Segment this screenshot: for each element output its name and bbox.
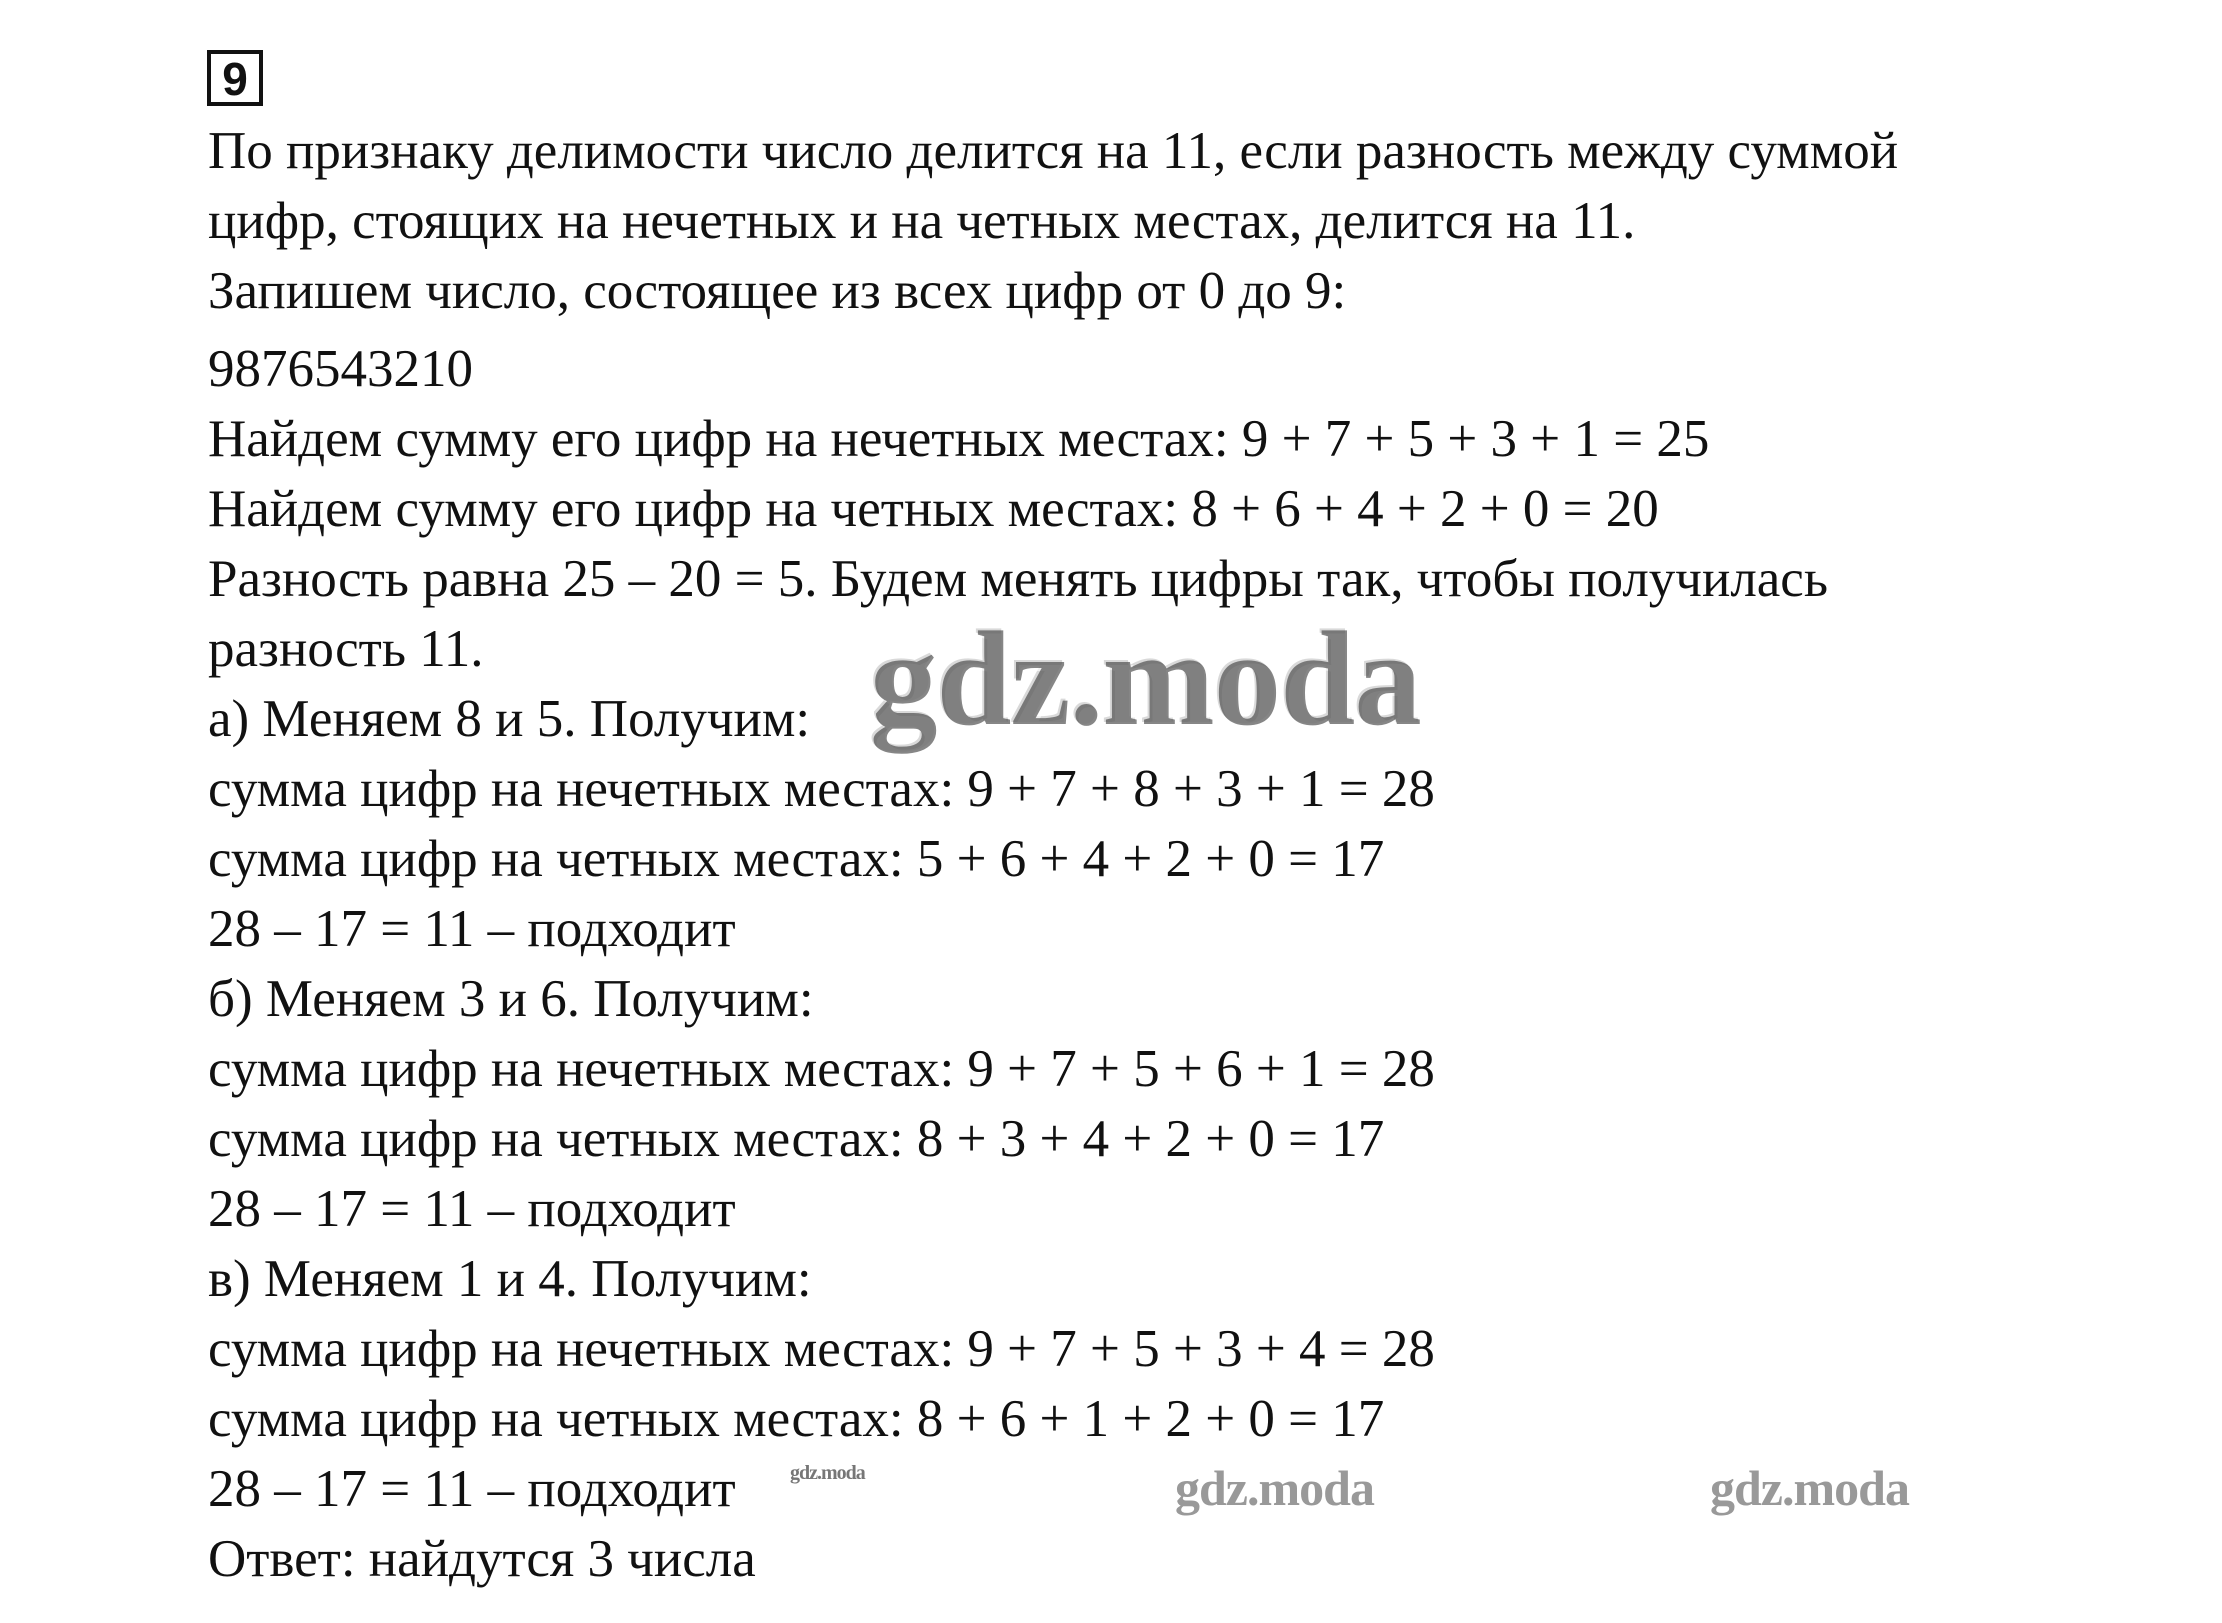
text-line: По признаку делимости число делится на 11, если разность между суммой <box>208 122 1899 180</box>
answer-line: Ответ: найдутся 3 числа <box>208 1530 756 1588</box>
text-line: Запишем число, состоящее из всех цифр от 0 до 9: <box>208 262 1347 320</box>
watermark-large: gdz.moda <box>870 605 1421 754</box>
watermark-tiny: gdz.moda <box>790 1462 865 1484</box>
watermark-bottom-center: gdz.moda <box>1175 1460 1374 1516</box>
text-line: 28 – 17 = 11 – подходит <box>208 900 736 958</box>
text-line: цифр, стоящих на нечетных и на четных местах, делится на 11. <box>208 192 1636 250</box>
text-line: сумма цифр на четных местах: 8 + 3 + 4 + 2 + 0 = 17 <box>208 1110 1385 1168</box>
text-line: 28 – 17 = 11 – подходит <box>208 1460 736 1518</box>
solution-text <box>208 116 2198 1594</box>
text-line: сумма цифр на нечетных местах: 9 + 7 + 5 + 6 + 1 = 28 <box>208 1040 1435 1098</box>
case-c-heading: в) Меняем 1 и 4. Получим: <box>208 1250 812 1308</box>
text-line: сумма цифр на четных местах: 8 + 6 + 1 + 2 + 0 = 17 <box>208 1390 1385 1448</box>
text-line: Найдем сумму его цифр на четных местах: 8 + 6 + 4 + 2 + 0 = 20 <box>208 480 1659 538</box>
case-a-heading: а) Меняем 8 и 5. Получим: <box>208 690 811 748</box>
text-line: 28 – 17 = 11 – подходит <box>208 1180 736 1238</box>
text-line: сумма цифр на нечетных местах: 9 + 7 + 8 + 3 + 1 = 28 <box>208 760 1435 818</box>
text-line: Найдем сумму его цифр на нечетных местах: 9 + 7 + 5 + 3 + 1 = 25 <box>208 410 1710 468</box>
case-b-heading: б) Меняем 3 и 6. Получим: <box>208 970 814 1028</box>
text-line: Разность равна 25 – 20 = 5. Будем менять цифры так, чтобы получилась <box>208 550 1828 608</box>
text-line: сумма цифр на нечетных местах: 9 + 7 + 5 + 3 + 4 = 28 <box>208 1320 1435 1378</box>
number-line: 9876543210 <box>208 340 473 398</box>
text-line: сумма цифр на четных местах: 5 + 6 + 4 + 2 + 0 = 17 <box>208 830 1385 888</box>
task-number-box: 9 <box>207 50 263 106</box>
watermark-bottom-right: gdz.moda <box>1710 1460 1909 1516</box>
text-line: разность 11. <box>208 620 484 678</box>
